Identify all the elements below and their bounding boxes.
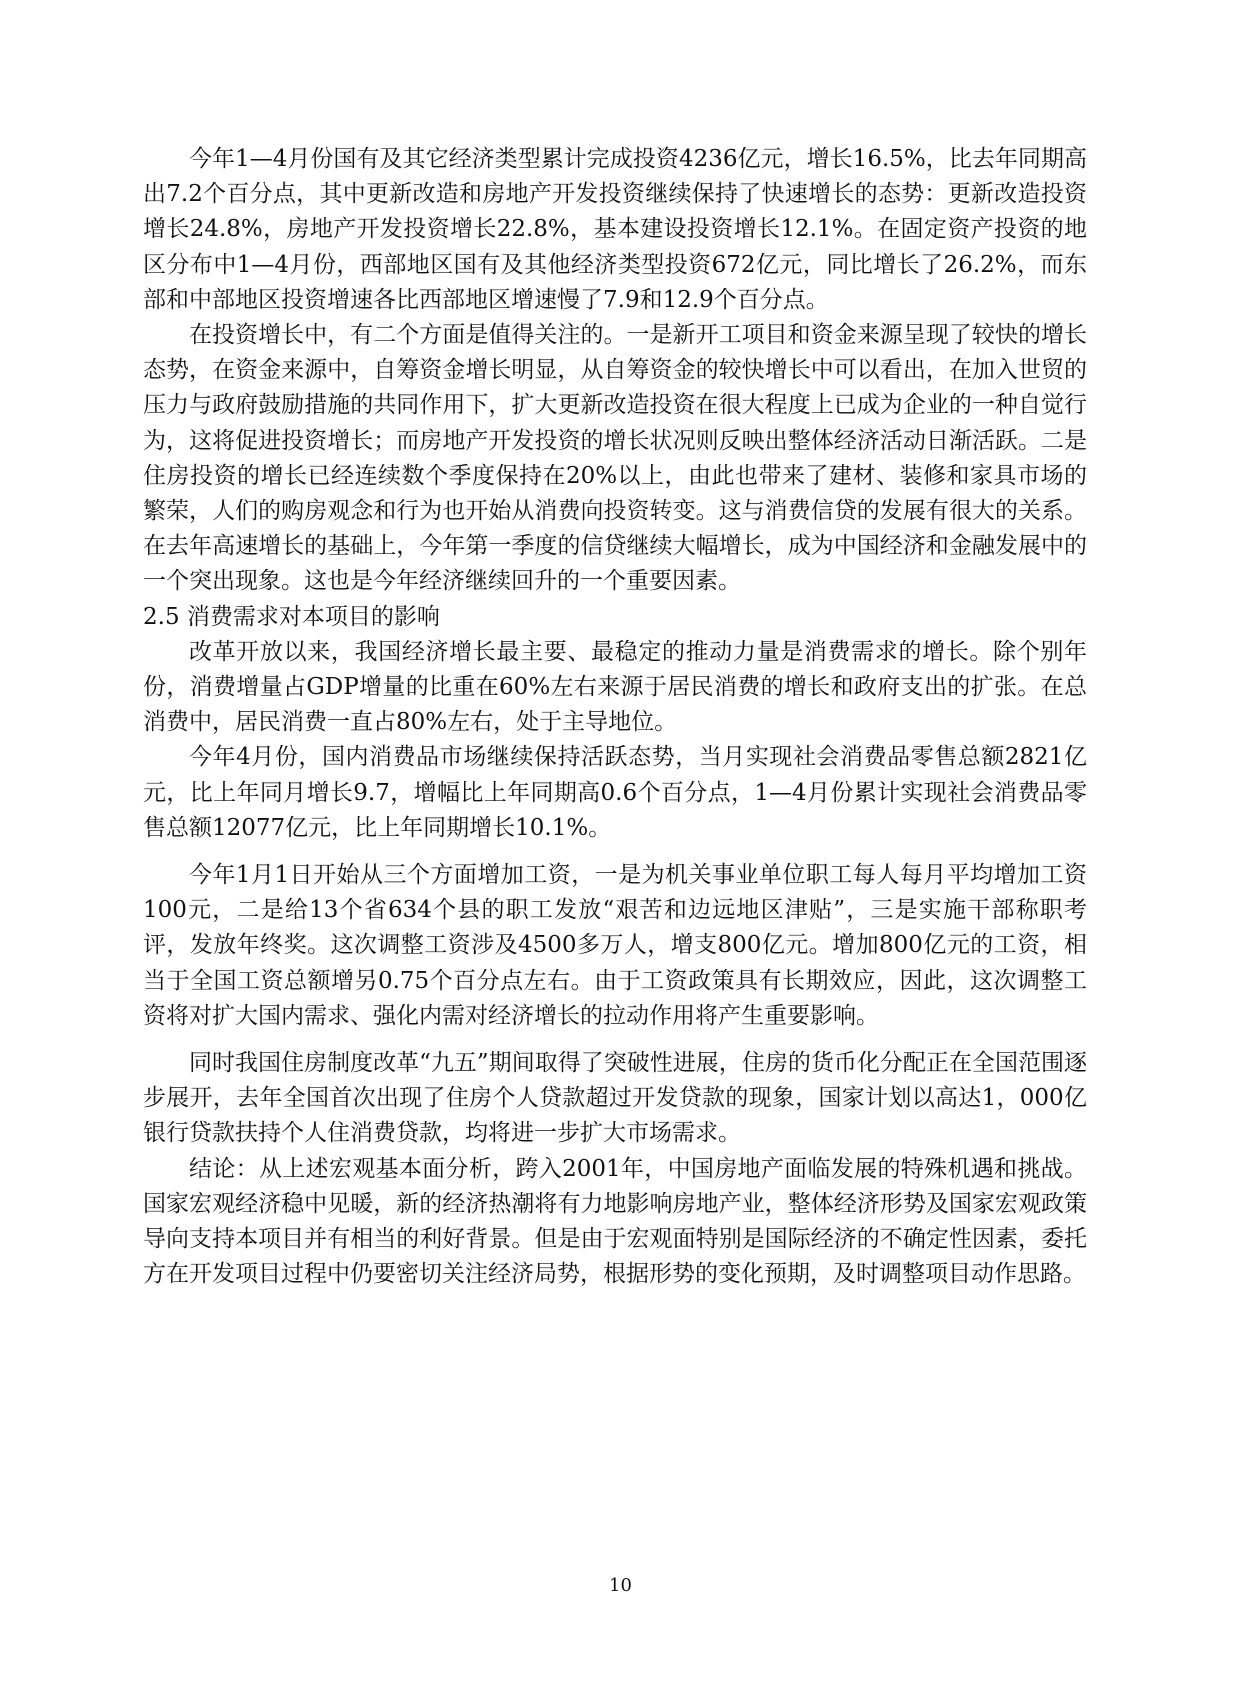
paragraph-consumption-driver: 改革开放以来，我国经济增长最主要、最稳定的推动力量是消费需求的增长。除个别年份，消费增量占GDP增量的比重在60%左右来源于居民消费的增长和政府支出的扩张。在总消费中，居民消费一直占80%左右，处于主导地位。	[143, 638, 1087, 736]
document-body	[143, 142, 1087, 1293]
page-number: 10	[609, 1575, 632, 1596]
paragraph-investment-aspects: 在投资增长中，有二个方面是值得关注的。一是新开工项目和资金来源呈现了较快的增长态势，在资金来源中，自筹资金增长明显，从自筹资金的较快增长中可以看出，在加入世贸的压力与政府鼓励措施的共同作用下，扩大更新改造投资在很大程度上已成为企业的一种自觉行为，这将促进投资增长；而房地产开发投资的增长状况则反映出整体经济活动日渐活跃。二是住房投资的增长已经连续数个季度保持在20%以上，由此也带来了建材、装修和家具市场的繁荣，人们的购房观念和行为也开始从消费向投资转变。这与消费信贷的发展有很大的关系。在去年高速增长的基础上，今年第一季度的信贷继续大幅增长，成为中国经济和金融发展中的一个突出现象。这也是今年经济继续回升的一个重要因素。	[143, 322, 1087, 595]
paragraph-conclusion: 结论：从上述宏观基本面分析，跨入2001年，中国房地产面临发展的特殊机遇和挑战。国家宏观经济稳中见暖，新的经济热潮将有力地影响房地产业，整体经济形势及国家宏观政策导向支持本项目并有相当的利好背景。但是由于宏观面特别是国际经济的不确定性因素，委托方在开发项目过程中仍要密切关注经济局势，根据形势的变化预期，及时调整项目动作思路。	[143, 1155, 1087, 1288]
paragraph-april-retail: 今年4月份，国内消费品市场继续保持活跃态势，当月实现社会消费品零售总额2821亿元，比上年同月增长9.7，增幅比上年同期高0.6个百分点，1—4月份累计实现社会消费品零售总额12077亿元，比上年同期增长10.1%。	[143, 744, 1087, 841]
paragraph-wage-increase: 今年1月1日开始从三个方面增加工资，一是为机关事业单位职工每人每月平均增加工资100元，二是给13个省634个县的职工发放“艰苦和边远地区津贴”，三是实施干部称职考评，发放年终奖。这次调整工资涉及4500多万人，增支800亿元。增加800亿元的工资，相当于全国工资总额增另0.75个百分点左右。由于工资政策具有长期效应，因此，这次调整工资将对扩大国内需求、强化内需对经济增长的拉动作用将产生重要影响。	[143, 862, 1087, 1029]
paragraph-gap	[143, 846, 1087, 858]
paragraph-gap	[143, 1034, 1087, 1046]
section-heading: 2.5 消费需求对本项目的影响	[143, 603, 440, 630]
paragraph-investment-growth: 今年1—4月份国有及其它经济类型累计完成投资4236亿元，增长16.5%，比去年同期高出7.2个百分点，其中更新改造和房地产开发投资继续保持了快速增长的态势：更新改造投资增长24.8%，房地产开发投资增长22.8%，基本建设投资增长12.1%。在固定资产投资的地区分布中1—4月份，西部地区国有及其他经济类型投资672亿元，同比增长了26.2%，而东部和中部地区投资增速各比西部地区增速慢了7.9和12.9个百分点。	[143, 146, 1087, 313]
paragraph-housing-reform: 同时我国住房制度改革“九五”期间取得了突破性进展，住房的货币化分配正在全国范围逐步展开，去年全国首次出现了住房个人贷款超过开发贷款的现象，国家计划以高达1，000亿银行贷款扶持个人住消费贷款，均将进一步扩大市场需求。	[143, 1050, 1087, 1147]
